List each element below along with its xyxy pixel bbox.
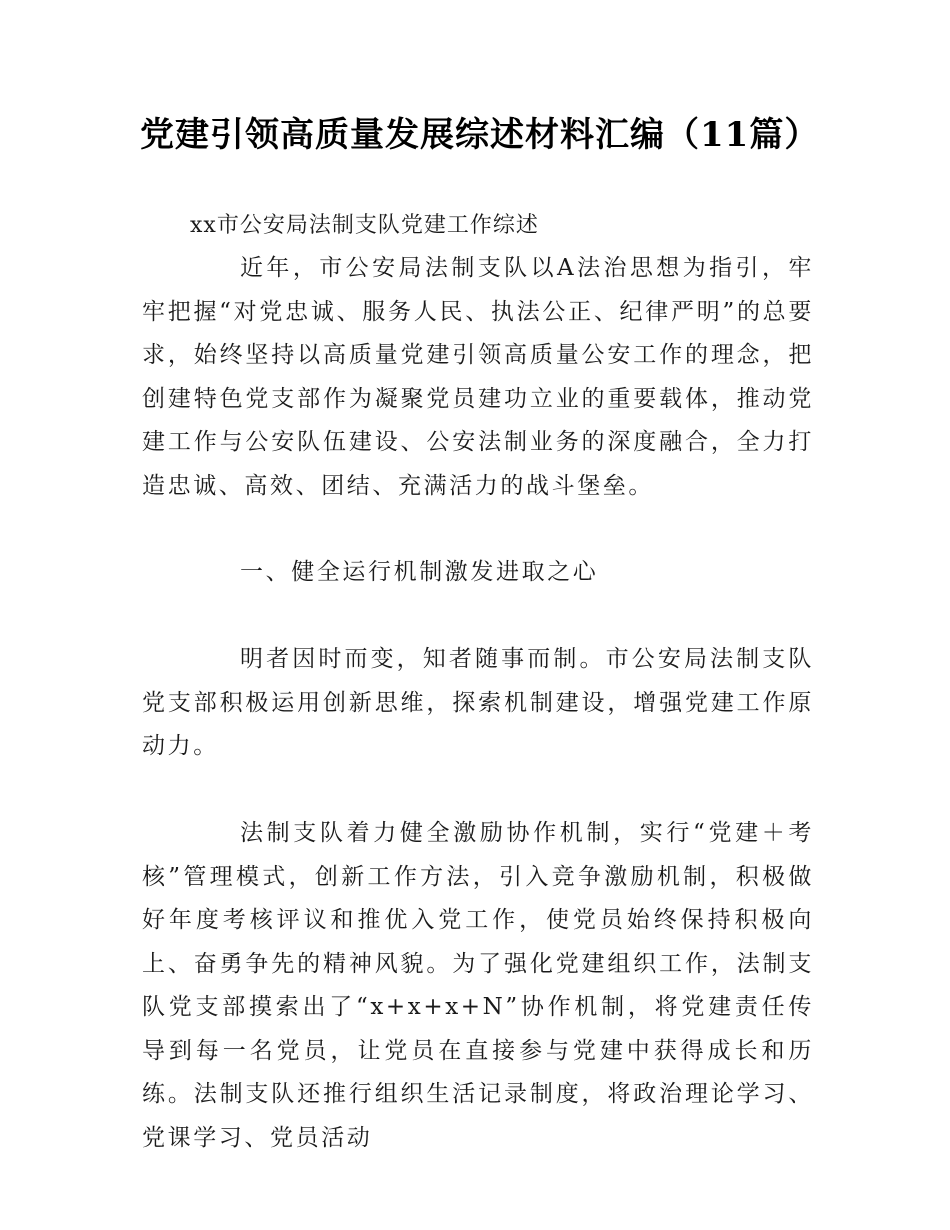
section-heading-1: 一、健全运行机制激发进取之心 <box>240 559 599 585</box>
paragraph-intro: 近年，市公安局法制支队以A法治思想为指引，牢牢把握“对党忠诚、服务人民、执法公正、纪律严明”的总要求，始终坚持以高质量党建引领高质量公安工作的理念，把创建特色党支部作为凝聚党员建功立业的重要载体，推动党建工作与公安队伍建设、公安法制业务的深度融合，全力打造忠诚、高效、团结、充满活力的战斗堡垒。 <box>142 255 814 499</box>
document-title: 党建引领高质量发展综述材料汇编（11篇） <box>140 115 820 155</box>
paragraph-3: 法制支队着力健全激励协作机制，实行“党建＋考核”管理模式，创新工作方法，引入竞争激励机制，积极做好年度考核评议和推优入党工作，使党员始终保持积极向上、奋勇争先的精神风貌。为了强化党建组织工作，法制支队党支部摸索出了“x+x+x+N”协作机制，将党建责任传导到每一名党员，让党员在直接参与党建中获得成长和历练。法制支队还推行组织生活记录制度，将政治理论学习、党课学习、党员活动 <box>142 820 814 1151</box>
document-subtitle: xx市公安局法制支队党建工作综述 <box>190 213 539 238</box>
paragraph-2: 明者因时而变，知者随事而制。市公安局法制支队党支部积极运用创新思维，探索机制建设，增强党建工作原动力。 <box>142 646 814 759</box>
